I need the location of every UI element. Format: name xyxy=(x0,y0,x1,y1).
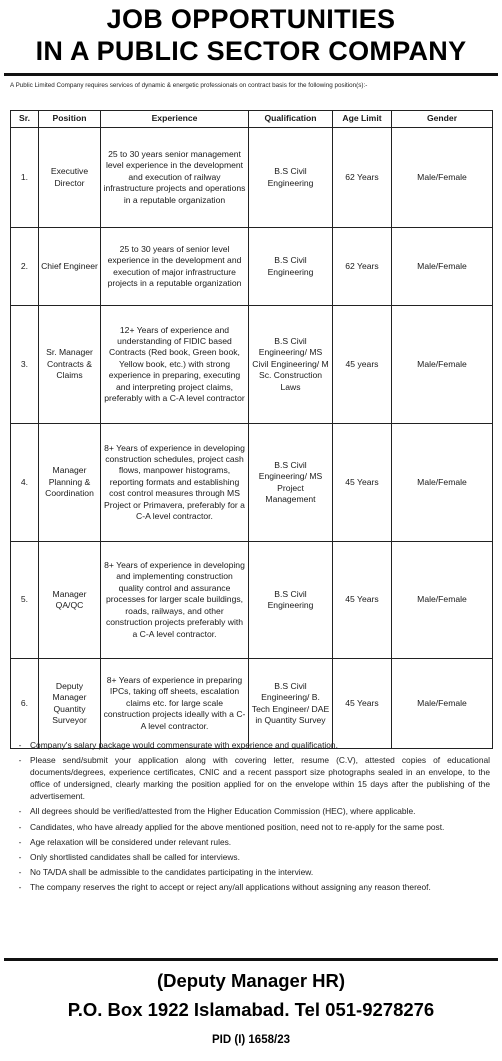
cell-sr: 6. xyxy=(11,659,39,749)
cell-gender: Male/Female xyxy=(392,659,493,749)
note-text: The company reserves the right to accept or reject any/all applications without assigning any reason thereof. xyxy=(30,881,431,892)
header xyxy=(0,0,502,76)
bullet-dash: - xyxy=(18,806,22,817)
cell-age-limit: 62 Years xyxy=(333,228,392,306)
cell-age-limit: 45 Years xyxy=(333,659,392,749)
intro-text: A Public Limited Company requires services of dynamic & energetic professionals on contract basis for the following position(s):- xyxy=(10,82,368,89)
cell-position: Manager QA/QC xyxy=(39,542,101,659)
list-item xyxy=(10,866,492,878)
cell-sr: 4. xyxy=(11,424,39,542)
list-item xyxy=(10,754,492,802)
bullet-dash: - xyxy=(18,821,22,832)
list-item xyxy=(10,851,492,863)
col-header-position: Position xyxy=(39,111,101,128)
col-header-gender: Gender xyxy=(392,111,493,128)
cell-experience: 8+ Years of experience in developing and implementing construction quality control and assurance processes for larger scale buildings, roads, railways, and other construction projects preferably with a C-A level contractor. xyxy=(101,542,249,659)
footer xyxy=(0,958,502,1061)
cell-qualification: B.S Civil Engineering/ MS Civil Engineering/ M Sc. Construction Laws xyxy=(249,306,333,424)
table-row xyxy=(11,659,493,749)
headline-line-2: IN A PUBLIC SECTOR COMPANY xyxy=(35,36,467,66)
note-text: Only shortlisted candidates shall be called for interviews. xyxy=(30,851,240,862)
list-item xyxy=(10,836,492,848)
col-header-qualification: Qualification xyxy=(249,111,333,128)
table-row xyxy=(11,542,493,659)
contact-address: P.O. Box 1922 Islamabad. Tel 051-9278276 xyxy=(67,999,435,1020)
cell-position: Chief Engineer xyxy=(39,228,101,306)
table-row xyxy=(11,228,493,306)
cell-experience: 8+ Years of experience in preparing IPCs, taking off sheets, escalation claims etc. for large scale construction projects ideally with a C-A level contractor. xyxy=(101,659,249,749)
note-text: All degrees should be verified/attested from the Higher Education Commission (HEC), where applicable. xyxy=(30,806,416,817)
cell-position: Manager Planning & Coordination xyxy=(39,424,101,542)
col-header-age-limit: Age Limit xyxy=(333,111,392,128)
header-divider xyxy=(4,73,498,76)
note-text: No TA/DA shall be admissible to the candidates participating in the interview. xyxy=(30,866,314,877)
bullet-dash: - xyxy=(18,755,22,766)
cell-position: Sr. Manager Contracts & Claims xyxy=(39,306,101,424)
bullet-dash: - xyxy=(18,836,22,847)
cell-qualification: B.S Civil Engineering xyxy=(249,128,333,228)
bullet-dash: - xyxy=(18,881,22,892)
cell-gender: Male/Female xyxy=(392,128,493,228)
cell-experience: 12+ Years of experience and understanding of FIDIC based Contracts (Red book, Green book, Yellow book, etc.) with strong experience in preparing, executing and interpreting project claims, preferably with a C-A level contractor xyxy=(101,306,249,424)
table-row xyxy=(11,306,493,424)
cell-qualification: B.S Civil Engineering xyxy=(249,228,333,306)
col-header-experience: Experience xyxy=(101,111,249,128)
cell-experience: 25 to 30 years of senior level experience in the development and execution of major infrastructure projects in a reputable organization xyxy=(101,228,249,306)
cell-qualification: B.S Civil Engineering xyxy=(249,542,333,659)
note-text: Company's salary package would commensurate with experience and qualification. xyxy=(30,740,338,750)
cell-age-limit: 45 years xyxy=(333,306,392,424)
contact-designation: (Deputy Manager HR) xyxy=(156,970,346,991)
positions-table xyxy=(10,110,493,749)
cell-gender: Male/Female xyxy=(392,306,493,424)
note-text: Candidates, who have already applied for the above mentioned position, need not to re-apply for the same post. xyxy=(30,821,445,832)
table-row xyxy=(11,128,493,228)
cell-gender: Male/Female xyxy=(392,424,493,542)
note-text: Please send/submit your application along with covering letter, resume (C.V), attested copies of educational documents/degrees, experience certificates, CNIC and a recent passport size photographs sealed in an envelope, to the office of undersigned, clearly marking the position applied for on the envelope within 15 days after the publishing of the advertisement. xyxy=(30,755,490,802)
table-header-row xyxy=(11,111,493,128)
cell-age-limit: 45 Years xyxy=(333,424,392,542)
cell-sr: 1. xyxy=(11,128,39,228)
list-item xyxy=(10,821,492,833)
cell-age-limit: 62 Years xyxy=(333,128,392,228)
headline-line-1: JOB OPPORTUNITIES xyxy=(106,4,396,34)
cell-gender: Male/Female xyxy=(392,228,493,306)
cell-qualification: B.S Civil Engineering/ MS Project Management xyxy=(249,424,333,542)
cell-gender: Male/Female xyxy=(392,542,493,659)
list-item xyxy=(10,805,492,817)
cell-position: Executive Director xyxy=(39,128,101,228)
table-row xyxy=(11,424,493,542)
footer-divider xyxy=(4,958,498,961)
bullet-dash: - xyxy=(18,866,22,877)
cell-position: Deputy Manager Quantity Surveyor xyxy=(39,659,101,749)
col-header-sr: Sr. xyxy=(11,111,39,128)
note-text: Age relaxation will be considered under relevant rules. xyxy=(30,836,232,847)
cell-experience: 25 to 30 years senior management level experience in the development and execution of railway infrastructure projects and operations in a reputable organization xyxy=(101,128,249,228)
cell-qualification: B.S Civil Engineering/ B. Tech Engineer/ DAE in Quantity Survey xyxy=(249,659,333,749)
list-item xyxy=(10,881,492,893)
bullet-dash: - xyxy=(18,740,22,750)
cell-experience: 8+ Years of experience in developing construction schedules, project cash flows, manpower histograms, reporting formats and establishing cost control measures through MS Project or Primavera, preferably for a C-A level contractor. xyxy=(101,424,249,542)
cell-age-limit: 45 Years xyxy=(333,542,392,659)
list-item xyxy=(10,739,492,751)
bullet-dash: - xyxy=(18,851,22,862)
pid-number: PID (I) 1658/23 xyxy=(212,1034,290,1046)
cell-sr: 3. xyxy=(11,306,39,424)
cell-sr: 2. xyxy=(11,228,39,306)
terms-list xyxy=(10,739,492,896)
cell-sr: 5. xyxy=(11,542,39,659)
